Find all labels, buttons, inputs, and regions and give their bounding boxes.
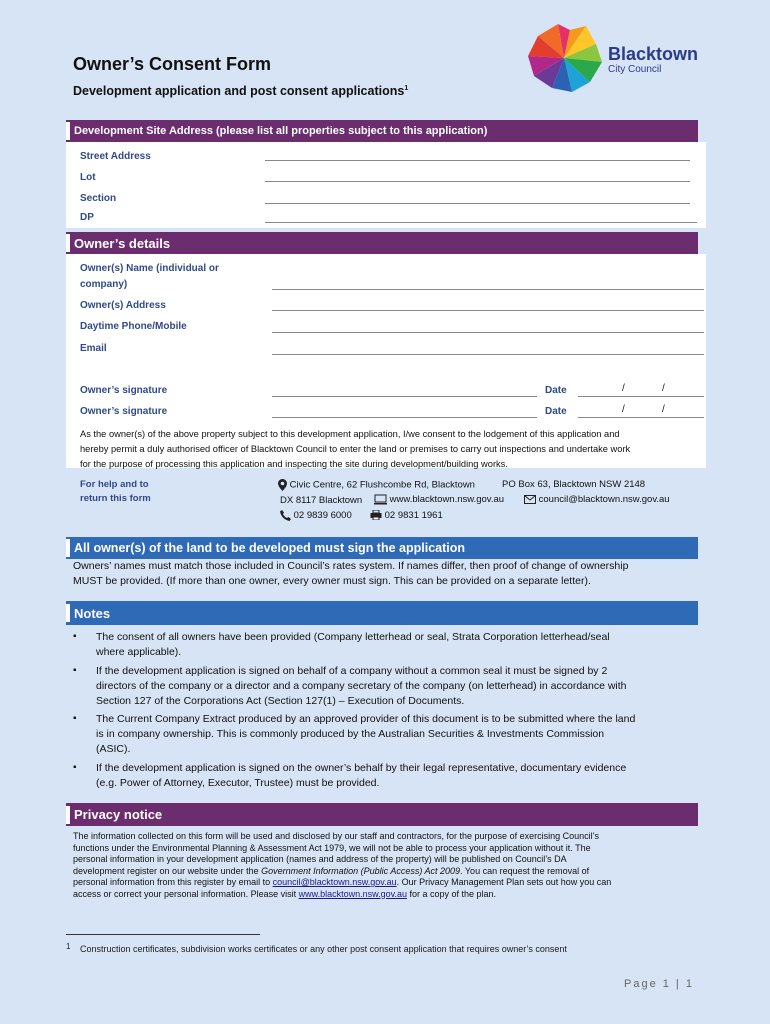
owner-signature-field-2[interactable] [272, 417, 537, 418]
help-label: For help and to [80, 479, 149, 490]
all-owners-heading: All owner(s) of the land to be developed must sign the application [74, 541, 466, 555]
footnote-number: 1 [66, 942, 71, 951]
privacy-text-part: . Our Privacy Management Plan sets out how you can [396, 877, 612, 887]
all-owners-heading-bar [66, 537, 698, 559]
note-item-4 [96, 761, 706, 791]
civic-address-text: Civic Centre, 62 Flushcombe Rd, Blacktown [289, 479, 475, 491]
footnote-text: Construction certificates, subdivision works certificates or any other post consent application that requires owner’s consent [80, 944, 567, 954]
website-text[interactable]: www.blacktown.nsw.gov.au [389, 494, 505, 506]
dp-label: DP [80, 212, 94, 223]
privacy-text-part: . You can request the removal of [460, 865, 590, 876]
privacy-line: The information collected on this form will be used and disclosed by our staff and contractors, for the purpose of exercising Council’s [73, 831, 599, 841]
privacy-heading: Privacy notice [74, 807, 163, 822]
privacy-text-part: development register on our website under the [73, 865, 262, 876]
footnote-divider [66, 934, 260, 935]
site-address-box [66, 142, 706, 228]
note-line: is in company ownership. This is commonly produced by the Australian Securities & Investments Commission [96, 728, 605, 740]
note-line: where applicable). [96, 646, 182, 658]
all-owners-line: MUST be provided. (If more than one owner, every owner must sign. This can be provided on a separate letter). [73, 575, 591, 587]
fax-icon [370, 510, 382, 521]
note-line: directors of the company or a director and a company secretary of the company (on letterhead) in accordance with [96, 680, 627, 692]
computer-icon [374, 494, 387, 505]
owner-details-heading: Owner’s details [74, 235, 171, 251]
owner-name-label-2: company) [80, 279, 128, 290]
privacy-website-link[interactable]: www.blacktown.nsw.gov.au [298, 888, 407, 899]
consent-line: hereby permit a duly authorised officer of Blacktown Council to enter the land or premises to carry out inspections and undertake work [80, 444, 631, 454]
date-field-1[interactable] [578, 396, 704, 397]
owner-address-label: Owner(s) Address [80, 300, 166, 311]
envelope-icon [524, 494, 536, 505]
notes-heading: Notes [74, 605, 111, 621]
owner-details-heading-bar [66, 232, 698, 254]
date-label-2: Date [545, 406, 567, 417]
phone-text: 02 9839 6000 [293, 510, 352, 522]
dp-field[interactable] [265, 222, 697, 223]
consent-statement [80, 427, 700, 472]
owner-name-label: Owner(s) Name (individual or [80, 263, 219, 274]
privacy-text-part: access or correct your personal information. Please visit [73, 888, 299, 899]
email-link[interactable] [524, 494, 670, 505]
privacy-text [73, 831, 703, 900]
phone-field[interactable] [272, 332, 704, 333]
help-label-2: return this form [80, 493, 151, 504]
all-owners-text [73, 559, 703, 589]
phone-icon [280, 510, 291, 521]
logo-subname: City Council [608, 64, 662, 75]
consent-line: for the purpose of processing this application and inspecting the site during development/building works. [80, 459, 508, 469]
phone-label: Daytime Phone/Mobile [80, 321, 187, 332]
heading-marker [66, 806, 70, 824]
heading-marker [66, 539, 70, 557]
heading-marker [66, 122, 70, 140]
owner-name-field[interactable] [272, 289, 704, 290]
website-link[interactable] [374, 494, 504, 505]
date-field-2[interactable] [578, 417, 704, 418]
note-line: If the development application is signed on behalf of a company without a common seal it must be signed by 2 [96, 665, 608, 677]
note-line: (e.g. Power of Attorney, Executor, Trustee) must be provided. [96, 777, 380, 789]
privacy-line [73, 877, 703, 889]
civic-address [278, 479, 475, 491]
section-field[interactable] [265, 203, 690, 204]
page-subtitle [73, 84, 408, 98]
dx-address: DX 8117 Blacktown [280, 495, 363, 506]
page-title: Owner’s Consent Form [73, 54, 272, 74]
owner-address-field[interactable] [272, 310, 704, 311]
privacy-text-part: personal information from this register by email to [73, 877, 273, 887]
email-label: Email [80, 343, 107, 354]
bullet: ▪ [73, 762, 77, 773]
bullet: ▪ [73, 713, 77, 724]
note-line: (ASIC). [96, 743, 131, 755]
date-sep: / [662, 383, 665, 394]
bullet: ▪ [73, 631, 77, 642]
fax-text: 02 9831 1961 [384, 510, 443, 521]
privacy-text-part: for a copy of the plan. [406, 888, 497, 899]
owner-signature-field-1[interactable] [272, 396, 537, 397]
bullet: ▪ [73, 665, 77, 676]
privacy-email-link[interactable]: council@blacktown.nsw.gov.au [272, 877, 397, 887]
consent-line: As the owner(s) of the above property subject to this development application, I/we consent to the lodgement of this application and [80, 429, 620, 439]
privacy-line [73, 866, 703, 878]
act-name: Government Information (Public Access) Act 2009 [261, 865, 461, 876]
site-address-heading-bar [66, 120, 698, 142]
email-text[interactable]: council@blacktown.nsw.gov.au [538, 494, 670, 505]
privacy-line: functions under the Environmental Planning & Assessment Act 1979, we will not be able to process your application without it. The [73, 842, 591, 853]
note-line: If the development application is signed on the owner’s behalf by their legal representative, documentary evidence [96, 762, 627, 774]
heading-marker [66, 234, 70, 252]
privacy-line: personal information in your development application (names and address of the property) will be published on Council’s DA [73, 854, 567, 864]
date-sep: / [622, 383, 625, 394]
location-pin-icon [278, 480, 287, 491]
privacy-heading-bar [66, 803, 698, 826]
fax-contact [370, 510, 443, 521]
section-label: Section [80, 193, 117, 204]
site-address-heading: Development Site Address (please list all properties subject to this application) [74, 125, 488, 137]
phone-contact [280, 510, 352, 521]
note-item-1 [96, 630, 706, 660]
date-sep: / [622, 404, 625, 415]
privacy-line [73, 889, 703, 901]
heading-marker [66, 604, 70, 622]
lot-field[interactable] [265, 181, 690, 182]
owner-signature-label-2: Owner’s signature [80, 406, 168, 417]
note-item-3 [96, 712, 706, 757]
street-address-label: Street Address [80, 151, 151, 162]
subtitle-text: Development application and post consent applications [73, 84, 405, 98]
owner-signature-label-1: Owner’s signature [80, 385, 168, 396]
note-line: Section 127 of the Corporations Act (Section 127(1) – Execution of Documents. [96, 695, 465, 707]
note-line: The consent of all owners have been provided (Company letterhead or seal, Strata Corporation letterhead/seal [96, 631, 610, 643]
date-label-1: Date [545, 385, 567, 396]
lot-label: Lot [80, 172, 96, 183]
page-number: Page 1 | 1 [624, 978, 694, 990]
email-field[interactable] [272, 354, 704, 355]
note-line: The Current Company Extract produced by an approved provider of this document is to be submitted where the land [96, 713, 636, 725]
logo-name: Blacktown [608, 44, 699, 64]
footnote-ref: 1 [404, 84, 409, 92]
note-item-2 [96, 664, 706, 709]
all-owners-line: Owners’ names must match those included in Council’s rates system. If names differ, then proof of change of ownership [73, 560, 629, 572]
notes-heading-bar [66, 601, 698, 625]
date-sep: / [662, 404, 665, 415]
street-address-field[interactable] [265, 160, 690, 161]
po-box: PO Box 63, Blacktown NSW 2148 [502, 479, 646, 490]
blacktown-logo-icon [524, 22, 604, 99]
